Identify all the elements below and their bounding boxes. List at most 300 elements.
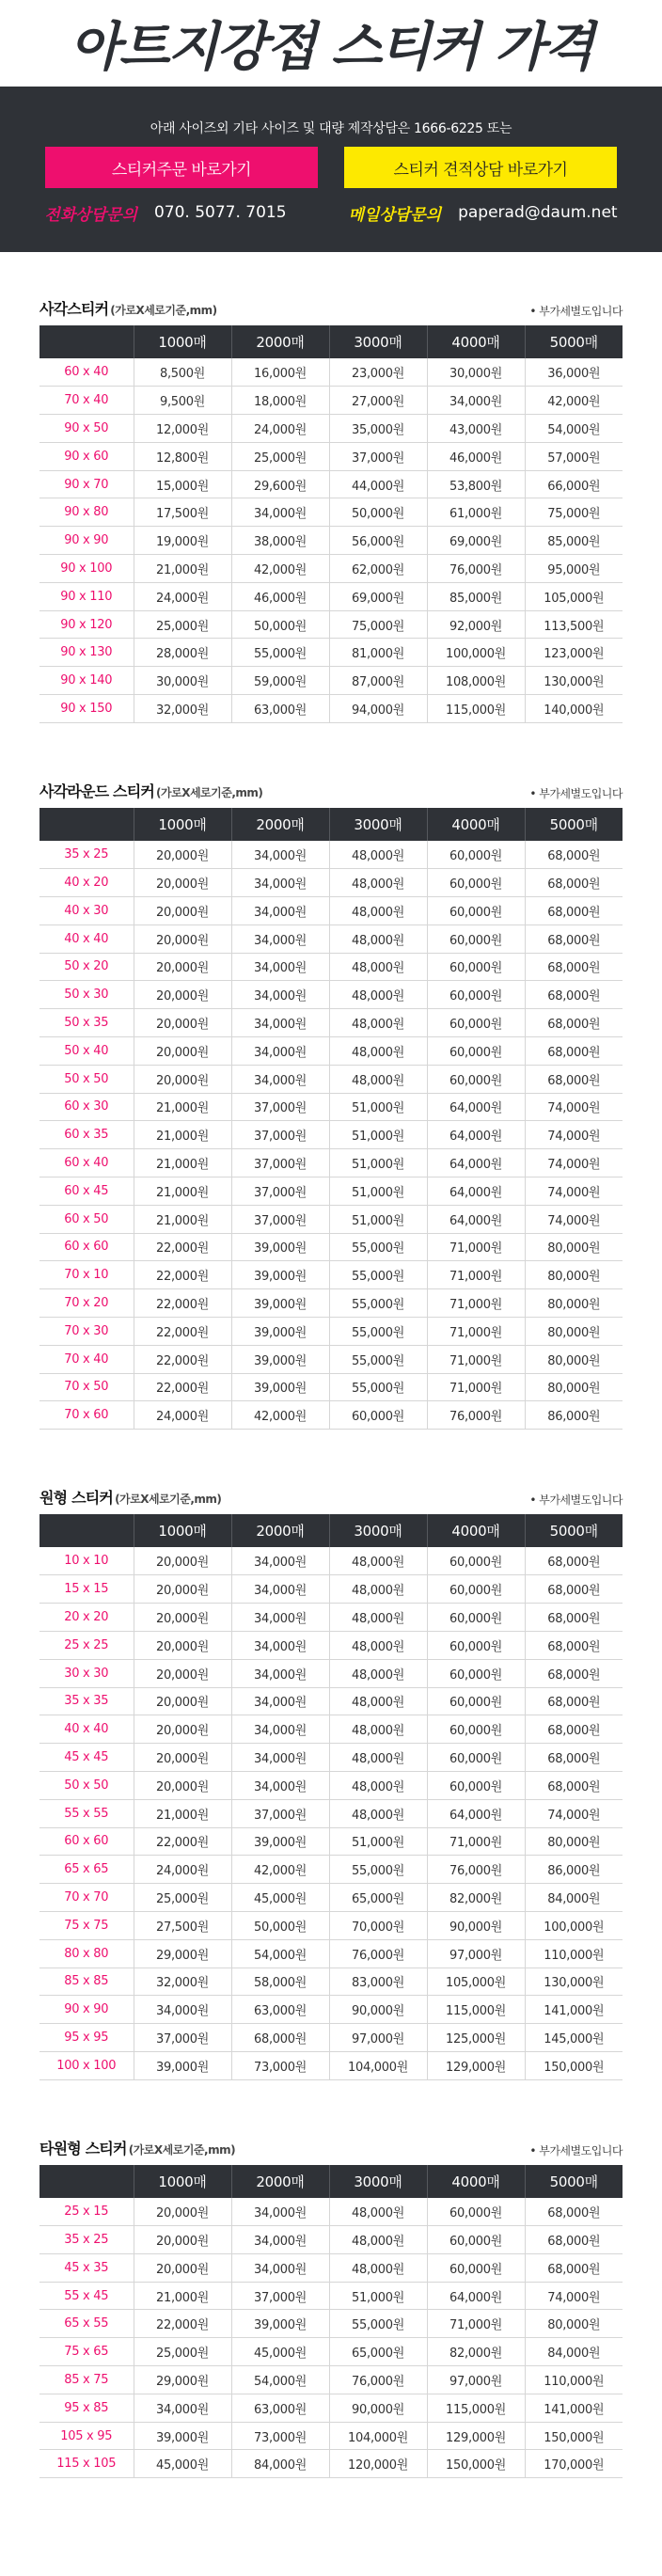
price-cell: 30,000원 [134,667,231,695]
price-cell: 20,000원 [134,1547,231,1575]
size-cell: 40 x 30 [39,896,134,925]
sticker-consult-button[interactable]: 스티커 견적상담 바로가기 [344,147,617,188]
size-cell: 70 x 40 [39,1345,134,1373]
price-section [39,295,623,723]
price-cell: 68,000원 [525,841,623,869]
vat-note: • 부가세별도입니다 [529,1493,623,1508]
price-cell: 12,000원 [134,415,231,443]
price-cell: 51,000원 [329,1205,427,1233]
table-row [39,667,623,695]
price-cell: 60,000원 [427,841,525,869]
size-cell: 85 x 75 [39,2366,134,2394]
price-cell: 94,000원 [329,695,427,723]
price-cell: 34,000원 [231,1604,329,1632]
size-cell: 60 x 50 [39,1205,134,1233]
phone-number[interactable]: 070. 5077. 7015 [153,203,287,222]
price-cell: 54,000원 [231,2366,329,2394]
price-cell: 55,000원 [329,1345,427,1373]
table-row [39,1205,623,1233]
price-cell: 68,000원 [525,925,623,953]
price-cell: 20,000원 [134,1036,231,1065]
price-cell: 20,000원 [134,1009,231,1037]
price-cell: 48,000원 [329,841,427,869]
price-cell: 20,000원 [134,1744,231,1772]
price-cell: 60,000원 [427,2198,525,2226]
email-address[interactable]: paperad@daum.net [458,203,618,222]
price-cell: 55,000원 [329,1289,427,1318]
table-row [39,1856,623,1884]
price-cell: 37,000원 [231,1149,329,1177]
price-cell: 108,000원 [427,667,525,695]
price-cell: 92,000원 [427,610,525,639]
price-cell: 44,000원 [329,470,427,498]
size-cell: 10 x 10 [39,1547,134,1575]
price-cell: 50,000원 [231,1911,329,1939]
price-cell: 71,000원 [427,1345,525,1373]
size-cell: 85 x 85 [39,1968,134,1996]
price-cell: 84,000원 [525,2338,623,2366]
table-row [39,527,623,555]
size-cell: 70 x 10 [39,1261,134,1289]
table-row [39,2198,623,2226]
price-cell: 51,000원 [329,2282,427,2310]
price-cell: 76,000원 [329,1939,427,1968]
table-row [39,1939,623,1968]
price-cell: 34,000원 [231,1631,329,1659]
price-cell: 20,000원 [134,1065,231,1093]
price-cell: 60,000원 [427,1659,525,1687]
size-cell: 60 x 45 [39,1177,134,1205]
price-cell: 105,000원 [427,1968,525,1996]
price-cell: 45,000원 [231,1884,329,1912]
price-cell: 35,000원 [329,415,427,443]
price-cell: 45,000원 [231,2338,329,2366]
page-title: 아트지강접 스티커 가격 [70,17,592,78]
table-row [39,1261,623,1289]
price-cell: 64,000원 [427,2282,525,2310]
price-cell: 80,000원 [525,1345,623,1373]
table-row [39,1996,623,2024]
price-cell: 55,000원 [329,1373,427,1401]
price-cell: 21,000원 [134,1149,231,1177]
price-cell: 62,000원 [329,555,427,583]
price-cell: 20,000원 [134,1659,231,1687]
price-cell: 21,000원 [134,1799,231,1827]
size-column-header [39,2165,134,2198]
price-cell: 64,000원 [427,1093,525,1121]
price-cell: 60,000원 [427,869,525,897]
table-row [39,2310,623,2338]
table-row [39,498,623,527]
price-cell: 104,000원 [329,2051,427,2079]
price-cell: 69,000원 [329,582,427,610]
price-cell: 80,000원 [525,2310,623,2338]
price-cell: 21,000원 [134,555,231,583]
table-row [39,2366,623,2394]
price-cell: 68,000원 [525,2253,623,2282]
size-cell: 70 x 60 [39,1401,134,1430]
table-row [39,2226,623,2254]
price-cell: 20,000원 [134,2226,231,2254]
table-header-row [39,1514,623,1547]
table-row [39,358,623,387]
size-cell: 60 x 60 [39,1233,134,1261]
table-row [39,470,623,498]
size-cell: 90 x 110 [39,582,134,610]
price-cell: 20,000원 [134,2253,231,2282]
price-cell: 34,000원 [231,1771,329,1799]
quantity-column-header: 3000매 [329,2165,427,2198]
price-cell: 20,000원 [134,1715,231,1744]
size-cell: 60 x 40 [39,1149,134,1177]
price-cell: 140,000원 [525,695,623,723]
price-cell: 80,000원 [525,1317,623,1345]
size-cell: 70 x 70 [39,1884,134,1912]
section-title: 사각스티커 [39,300,109,318]
price-table [39,325,623,723]
price-cell: 129,000원 [427,2051,525,2079]
price-cell: 75,000원 [329,610,427,639]
table-row [39,1911,623,1939]
price-cell: 60,000원 [427,1771,525,1799]
price-cell: 48,000원 [329,896,427,925]
section-heading [39,2137,235,2158]
price-cell: 48,000원 [329,1799,427,1827]
price-cell: 48,000원 [329,925,427,953]
table-row [39,639,623,667]
price-cell: 113,500원 [525,610,623,639]
price-cell: 80,000원 [525,1261,623,1289]
section-title: 원형 스티커 [39,1489,114,1508]
price-cell: 95,000원 [525,555,623,583]
price-cell: 20,000원 [134,1604,231,1632]
price-cell: 74,000원 [525,1149,623,1177]
price-cell: 34,000원 [231,1575,329,1604]
size-cell: 90 x 100 [39,555,134,583]
price-cell: 60,000원 [427,896,525,925]
price-cell: 55,000원 [329,1261,427,1289]
price-cell: 60,000원 [427,1715,525,1744]
size-cell: 15 x 15 [39,1575,134,1604]
price-cell: 129,000원 [427,2422,525,2450]
price-cell: 61,000원 [427,498,525,527]
price-cell: 54,000원 [231,1939,329,1968]
price-cell: 46,000원 [427,442,525,470]
price-cell: 54,000원 [525,415,623,443]
price-cell: 51,000원 [329,1149,427,1177]
table-row [39,953,623,981]
section-heading [39,780,262,801]
size-cell: 90 x 70 [39,470,134,498]
price-cell: 27,500원 [134,1911,231,1939]
price-cell: 48,000원 [329,953,427,981]
vat-note: • 부가세별도입니다 [529,305,623,318]
price-cell: 32,000원 [134,695,231,723]
price-cell: 22,000원 [134,1289,231,1318]
price-cell: 48,000원 [329,2253,427,2282]
size-cell: 60 x 40 [39,358,134,387]
table-row [39,2338,623,2366]
quantity-column-header: 2000매 [231,1514,329,1547]
section-heading [39,297,217,319]
price-cell: 25,000원 [134,2338,231,2366]
table-row [39,387,623,415]
size-cell: 25 x 15 [39,2198,134,2226]
price-cell: 37,000원 [134,2024,231,2052]
price-cell: 60,000원 [427,2226,525,2254]
price-cell: 71,000원 [427,1373,525,1401]
price-cell: 34,000원 [231,841,329,869]
price-cell: 110,000원 [525,2366,623,2394]
table-row [39,1604,623,1632]
price-cell: 24,000원 [134,1856,231,1884]
price-cell: 73,000원 [231,2422,329,2450]
size-cell: 25 x 25 [39,1631,134,1659]
price-cell: 42,000원 [525,387,623,415]
section-header [39,295,623,325]
price-cell: 141,000원 [525,1996,623,2024]
table-row [39,1799,623,1827]
price-cell: 87,000원 [329,667,427,695]
price-cell: 20,000원 [134,1771,231,1799]
size-cell: 65 x 55 [39,2310,134,2338]
price-cell: 32,000원 [134,1968,231,1996]
price-cell: 34,000원 [231,2198,329,2226]
quantity-column-header: 5000매 [525,808,623,841]
table-row [39,2024,623,2052]
price-section [39,778,623,1430]
size-cell: 35 x 25 [39,2226,134,2254]
section-subtitle: (가로X세로기준,mm) [110,304,217,317]
table-row [39,1317,623,1345]
price-cell: 68,000원 [525,1659,623,1687]
price-cell: 46,000원 [231,582,329,610]
price-cell: 63,000원 [231,1996,329,2024]
price-cell: 60,000원 [427,1036,525,1065]
price-cell: 55,000원 [329,1233,427,1261]
price-cell: 34,000원 [231,1744,329,1772]
price-cell: 20,000원 [134,896,231,925]
quantity-column-header: 5000매 [525,1514,623,1547]
price-cell: 48,000원 [329,2226,427,2254]
price-cell: 80,000원 [525,1373,623,1401]
price-cell: 16,000원 [231,358,329,387]
size-cell: 35 x 35 [39,1687,134,1715]
table-row [39,1036,623,1065]
price-cell: 37,000원 [231,1121,329,1149]
price-cell: 75,000원 [525,498,623,527]
section-subtitle: (가로X세로기준,mm) [128,2142,236,2157]
price-cell: 34,000원 [231,498,329,527]
price-cell: 104,000원 [329,2422,427,2450]
price-cell: 55,000원 [329,2310,427,2338]
price-cell: 84,000원 [231,2450,329,2478]
quantity-column-header: 2000매 [231,808,329,841]
price-cell: 18,000원 [231,387,329,415]
price-cell: 30,000원 [427,358,525,387]
table-row [39,1345,623,1373]
price-cell: 34,000원 [231,1659,329,1687]
price-cell: 39,000원 [231,1261,329,1289]
price-cell: 22,000원 [134,1233,231,1261]
price-cell: 115,000원 [427,1996,525,2024]
price-cell: 34,000원 [231,1687,329,1715]
contact-banner [0,87,662,252]
price-cell: 105,000원 [525,582,623,610]
price-cell: 76,000원 [329,2366,427,2394]
price-cell: 150,000원 [525,2051,623,2079]
price-cell: 64,000원 [427,1205,525,1233]
size-cell: 50 x 50 [39,1771,134,1799]
price-cell: 68,000원 [525,953,623,981]
price-cell: 76,000원 [427,555,525,583]
price-cell: 20,000원 [134,1687,231,1715]
price-cell: 48,000원 [329,981,427,1009]
price-cell: 21,000원 [134,2282,231,2310]
price-cell: 22,000원 [134,1827,231,1856]
price-cell: 100,000원 [427,639,525,667]
price-cell: 80,000원 [525,1233,623,1261]
price-cell: 68,000원 [525,1604,623,1632]
price-cell: 42,000원 [231,1856,329,1884]
price-cell: 60,000원 [329,1401,427,1430]
table-row [39,442,623,470]
price-cell: 60,000원 [427,1547,525,1575]
size-cell: 70 x 20 [39,1289,134,1318]
price-cell: 123,000원 [525,639,623,667]
price-cell: 51,000원 [329,1177,427,1205]
price-table [39,2165,623,2478]
price-cell: 42,000원 [231,555,329,583]
quantity-column-header: 3000매 [329,325,427,358]
table-row [39,2422,623,2450]
size-cell: 70 x 30 [39,1317,134,1345]
price-cell: 68,000원 [525,869,623,897]
table-row [39,925,623,953]
vat-note: • 부가세별도입니다 [529,786,623,800]
price-cell: 68,000원 [525,1036,623,1065]
price-cell: 51,000원 [329,1093,427,1121]
price-cell: 20,000원 [134,981,231,1009]
table-row [39,1575,623,1604]
section-subtitle: (가로X세로기준,mm) [156,785,263,799]
table-row [39,981,623,1009]
vat-note: • 부가세별도입니다 [529,2143,623,2157]
price-cell: 110,000원 [525,1939,623,1968]
price-cell: 115,000원 [427,2394,525,2422]
table-row [39,896,623,925]
price-cell: 64,000원 [427,1799,525,1827]
price-cell: 37,000원 [231,1799,329,1827]
price-cell: 22,000원 [134,1317,231,1345]
price-cell: 60,000원 [427,1631,525,1659]
price-cell: 22,000원 [134,1345,231,1373]
price-cell: 60,000원 [427,1065,525,1093]
table-row [39,869,623,897]
email-label: 메일상담문의 [348,205,442,225]
price-cell: 71,000원 [427,2310,525,2338]
table-row [39,2394,623,2422]
size-cell: 100 x 100 [39,2051,134,2079]
price-cell: 60,000원 [427,1687,525,1715]
table-row [39,1009,623,1037]
section-title: 사각라운드 스티커 [39,782,155,800]
price-cell: 74,000원 [525,1177,623,1205]
quantity-column-header: 1000매 [134,808,231,841]
size-cell: 50 x 35 [39,1009,134,1037]
price-cell: 60,000원 [427,1009,525,1037]
price-cell: 21,000원 [134,1177,231,1205]
price-cell: 63,000원 [231,695,329,723]
quantity-column-header: 2000매 [231,2165,329,2198]
size-cell: 65 x 65 [39,1856,134,1884]
price-cell: 68,000원 [525,1065,623,1093]
size-cell: 50 x 40 [39,1036,134,1065]
table-row [39,610,623,639]
size-cell: 40 x 40 [39,925,134,953]
price-cell: 97,000원 [427,2366,525,2394]
table-row [39,841,623,869]
price-cell: 20,000원 [134,1575,231,1604]
size-column-header [39,1514,134,1547]
price-cell: 64,000원 [427,1149,525,1177]
sticker-order-button[interactable]: 스티커주문 바로가기 [45,147,318,188]
price-cell: 39,000원 [231,1317,329,1345]
table-row [39,555,623,583]
table-row [39,1289,623,1318]
price-cell: 60,000원 [427,981,525,1009]
size-cell: 90 x 50 [39,415,134,443]
size-cell: 45 x 35 [39,2253,134,2282]
price-cell: 50,000원 [231,610,329,639]
price-cell: 25,000원 [231,442,329,470]
price-cell: 39,000원 [231,1827,329,1856]
price-cell: 28,000원 [134,639,231,667]
price-cell: 48,000원 [329,1715,427,1744]
size-cell: 90 x 130 [39,639,134,667]
price-cell: 65,000원 [329,1884,427,1912]
table-row [39,2282,623,2310]
size-cell: 95 x 85 [39,2394,134,2422]
price-cell: 48,000원 [329,1631,427,1659]
price-cell: 22,000원 [134,1261,231,1289]
price-cell: 48,000원 [329,1009,427,1037]
price-cell: 34,000원 [134,2394,231,2422]
table-header-row [39,2165,623,2198]
banner-buttons [0,147,662,188]
size-cell: 60 x 60 [39,1827,134,1856]
price-cell: 71,000원 [427,1827,525,1856]
size-cell: 45 x 45 [39,1744,134,1772]
price-cell: 24,000원 [231,415,329,443]
price-cell: 60,000원 [427,1744,525,1772]
size-cell: 40 x 20 [39,869,134,897]
price-cell: 70,000원 [329,1911,427,1939]
price-sections [0,295,662,2478]
price-cell: 82,000원 [427,2338,525,2366]
table-row [39,1177,623,1205]
price-cell: 22,000원 [134,1373,231,1401]
price-cell: 74,000원 [525,1205,623,1233]
size-cell: 55 x 45 [39,2282,134,2310]
price-cell: 34,000원 [231,925,329,953]
section-header [39,2135,623,2165]
price-cell: 34,000원 [231,1547,329,1575]
size-cell: 70 x 50 [39,1373,134,1401]
price-cell: 97,000원 [427,1939,525,1968]
price-cell: 48,000원 [329,1687,427,1715]
price-cell: 68,000원 [525,1687,623,1715]
